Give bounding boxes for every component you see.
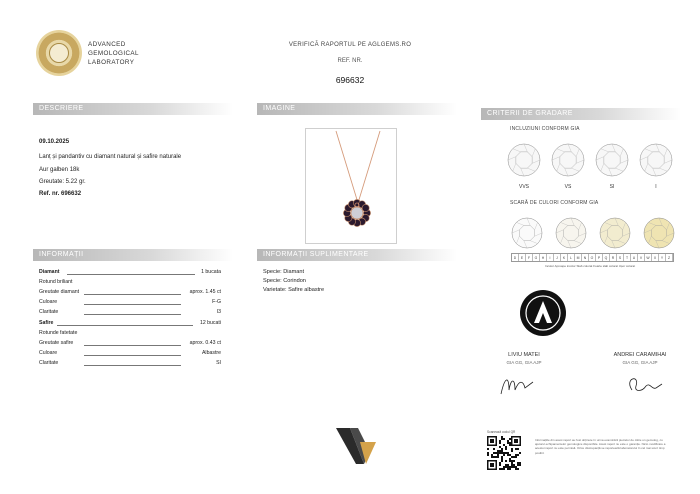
color-letter: Z	[666, 254, 673, 261]
color-letter: W	[645, 254, 652, 261]
verify-report-text: VERIFICĂ RAPORTUL PE AGLGEMS.RO	[288, 42, 412, 48]
sapphire-stone	[362, 204, 369, 211]
s-row-0: Greutate safire aprox. 0.43 ct	[39, 340, 221, 346]
color-letter: L	[568, 254, 575, 261]
diamant-row: Diamant 1 bucata	[39, 269, 221, 275]
color-letter: Y	[659, 254, 666, 261]
d-row-2: Claritate I3	[39, 309, 221, 315]
section-descriere: DESCRIERE	[33, 103, 233, 115]
qr-code[interactable]	[487, 436, 521, 470]
color-letter: S	[617, 254, 624, 261]
center-diamond	[351, 207, 363, 219]
report-date: 09.10.2025	[39, 139, 70, 145]
safire-cut: Rotunde fatetate	[39, 330, 78, 336]
lab-seal-logo	[36, 30, 82, 76]
metal: Aur galben 18k	[39, 167, 80, 173]
color-letter: J	[554, 254, 561, 261]
color-letter: N	[582, 254, 589, 261]
clarity-diamond-icon	[508, 144, 540, 176]
clarity-label: VVS	[518, 184, 530, 190]
color-letter: R	[610, 254, 617, 261]
clarity-diamond-icon	[552, 144, 584, 176]
color-diamonds	[510, 216, 680, 257]
disclaimer-text: Informațiile din acest raport au fost obținute în urma examinării pietrelor de către un gemolog, cu ajutorul echipamentelor gemologice disponibile. Acest raport nu este o garanție. Nicio modificare a acestui raport nu este permisă. Orice discrepanță se raportează laboratorului în cel mai scurt timp posibil.	[535, 438, 666, 455]
s-row-1: Culoare Albastre	[39, 350, 221, 356]
signer1-name: LIVIU MATEI	[508, 352, 540, 358]
color-scale-caption: Incolor Aproape incolor Slab colorat Foarte slab colorat Ușor colorat	[545, 264, 636, 268]
clarity-label: VS	[564, 184, 572, 190]
brand-mark-logo	[336, 424, 380, 473]
color-grade-diamond-icon	[512, 218, 542, 248]
clarity-diamond-icon	[640, 144, 672, 176]
color-letter: E	[519, 254, 526, 261]
color-letter: F	[526, 254, 533, 261]
color-letter: P	[596, 254, 603, 261]
lab-name: ADVANCED GEMOLOGICAL LABORATORY	[88, 41, 139, 66]
clarity-diamonds	[506, 142, 686, 197]
color-letter: O	[589, 254, 596, 261]
ref-number: 696632	[335, 75, 365, 85]
color-letter: X	[652, 254, 659, 261]
diamant-cut: Rotund briliant	[39, 279, 73, 285]
pendant-photo	[305, 128, 397, 244]
color-grade-diamond-icon	[556, 218, 586, 248]
ref-nr: Ref. nr. 696632	[39, 191, 82, 197]
signer2-name: ANDREI CARAMIHAI	[613, 352, 667, 358]
color-letter: Q	[603, 254, 610, 261]
color-letter: G	[533, 254, 540, 261]
suplimentare-lines: Specie: Diamant Specie: Corindon Varietate: Safire albastre	[263, 269, 325, 293]
color-letter: I	[547, 254, 554, 261]
section-informatii: INFORMAȚII	[33, 249, 233, 261]
color-scale-bar	[511, 253, 674, 262]
clarity-diamond-icon	[596, 144, 628, 176]
signature-2	[622, 370, 666, 403]
color-letter: K	[561, 254, 568, 261]
section-suplimentare: INFORMAȚII SUPLIMENTARE	[257, 249, 457, 261]
color-letter: M	[575, 254, 582, 261]
d-row-1: Culoare F-G	[39, 299, 221, 305]
inclusions-title: INCLUZIUNI CONFORM GIA	[510, 126, 580, 132]
color-grade-diamond-icon	[600, 218, 630, 248]
clarity-label: SI	[609, 184, 615, 190]
weight: Greutate: 5.22 gr.	[39, 179, 86, 185]
color-letter: D	[512, 254, 519, 261]
safire-row: Safire 12 bucati	[39, 320, 221, 326]
s-row-2: Claritate SI	[39, 360, 221, 366]
section-criterii: CRITERII DE GRADARE	[481, 108, 681, 120]
color-grade-diamond-icon	[644, 218, 674, 248]
item-description: Lanț și pandantiv cu diamant natural și safire naturale	[39, 154, 182, 160]
qr-caption: Scanează codul QR	[487, 430, 516, 434]
color-letter: T	[624, 254, 631, 261]
signer2-credentials: GIA GG, GIA AJP	[622, 360, 658, 365]
brand-logo	[520, 290, 566, 336]
color-letter: H	[540, 254, 547, 261]
color-letter: V	[638, 254, 645, 261]
signature-1	[497, 370, 537, 405]
color-letter: U	[631, 254, 638, 261]
section-imagine: IMAGINE	[257, 103, 457, 115]
d-row-0: Greutate diamant aprox. 1.45 ct	[39, 289, 221, 295]
colors-title: SCARĂ DE CULORI CONFORM GIA	[510, 200, 599, 206]
signer1-credentials: GIA GG, GIA AJP	[506, 360, 542, 365]
ref-label: REF. NR.	[337, 58, 363, 64]
clarity-label: I	[655, 184, 657, 190]
